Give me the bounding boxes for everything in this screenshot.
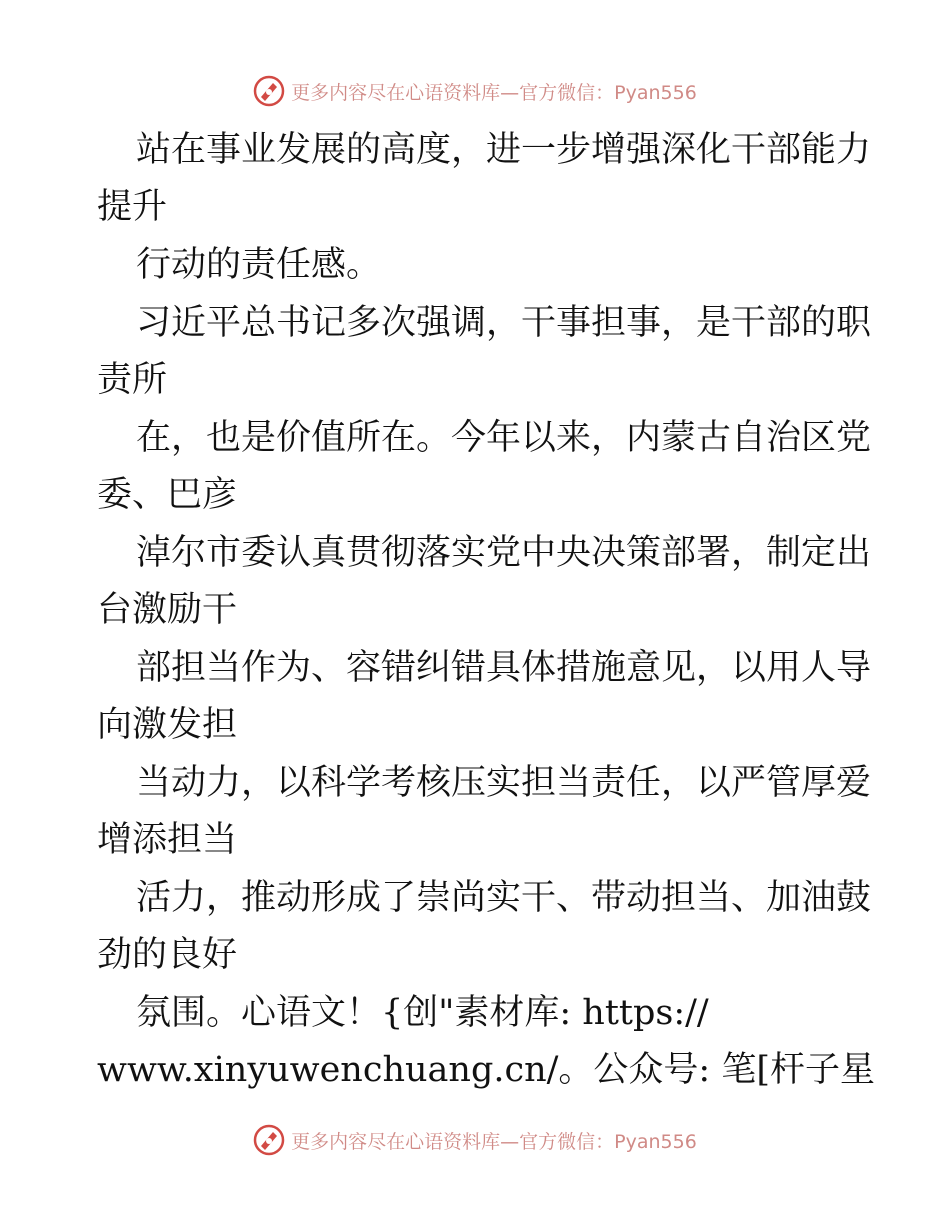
brand-logo-icon — [253, 1124, 285, 1156]
text-line: 当动力，以科学考核压实担当责任，以严管厚爱 — [136, 763, 872, 803]
header-watermark — [0, 71, 950, 111]
text-line: 氛围。心语文！{创"素材库: https:// — [136, 993, 709, 1033]
brand-logo-icon — [253, 75, 285, 107]
footer-watermark — [0, 1120, 950, 1160]
text-line: 增添担当 — [97, 820, 238, 860]
text-line: 行动的责任感。 — [136, 245, 382, 285]
text-line: 活力，推动形成了崇尚实干、带动担当、加油鼓 — [136, 878, 872, 918]
text-line: 淖尔市委认真贯彻落实党中央决策部署，制定出 — [136, 533, 872, 573]
text-line: 委、巴彦 — [97, 475, 238, 515]
text-line: 台激励干 — [97, 590, 238, 630]
watermark-text: 更多内容尽在心语资料库—官方微信：Pyan556 — [291, 81, 697, 104]
text-line: 部担当作为、容错纠错具体措施意见，以用人导 — [136, 648, 872, 688]
text-line: 向激发担 — [97, 705, 238, 745]
text-line: 责所 — [97, 360, 168, 400]
text-line: 劲的良好 — [97, 935, 238, 975]
watermark-text: 更多内容尽在心语资料库—官方微信：Pyan556 — [291, 1130, 697, 1153]
text-line: 站在事业发展的高度，进一步增强深化干部能力 — [136, 130, 872, 170]
text-line: 在，也是价值所在。今年以来，内蒙古自治区党 — [136, 418, 872, 458]
text-line: 提升 — [97, 187, 168, 227]
text-line: 习近平总书记多次强调，干事担事，是干部的职 — [136, 303, 872, 343]
text-line: www.xinyuwenchuang.cn/。公众号: 笔[杆子星 — [97, 1050, 875, 1090]
